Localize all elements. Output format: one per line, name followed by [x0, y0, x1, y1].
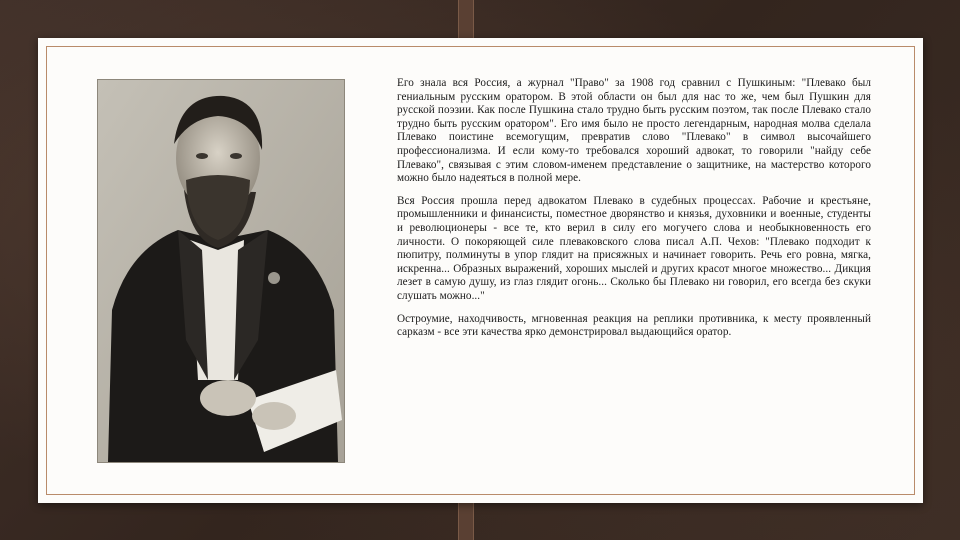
paragraph-2: Вся Россия прошла перед адвокатом Плевако в судебных процессах. Рабочие и крестьяне, промышленники и финансисты, поместное дворянство и князья, духовники и военные, студенты и революционеры - все те, кто верил в силу его могучего слова и необыкновенность его личности. О покоряющей силе плеваковского слова писал А.П. Чехов: "Плевако подходит к пюпитру, полминуты в упор глядит на присяжных и начинает говорить. Речь его ровна, мягка, искренна... Образных выражений, хороших мыслей и других красот многое множество... Дикция лезет в самую душу, из глаз глядит огонь... Сколько бы Плевако ни говорил, его всегда без скуки слушать можно..."	[397, 194, 871, 302]
paragraph-3: Остроумие, находчивость, мгновенная реакция на реплики противника, к месту проявленный сарказм - все эти качества ярко демонстрировал выдающийся оратор.	[397, 312, 871, 339]
article-text	[397, 77, 871, 349]
paragraph-1: Его знала вся Россия, а журнал "Право" за 1908 год сравнил с Пушкиным: "Плевако был гениальным русским оратором. В этой области он был для нас то же, чем был Пушкин для русской поэзии. Как после Пушкина стало трудно быть русским поэтом, так после Плевако стало трудно быть русским оратором". Его имя было не просто легендарным, народная молва сделала Плевако поистине всемогущим, превратив слово "Плевако" в символ высочайшего профессионализма. И если кому-то требовался хороший адвокат, то говорили "найду себе Плевако", связывая с этим словом-именем представление о защитнике, на мастерство которого можно было надеяться в полной мере.	[397, 77, 871, 185]
portrait-photo	[97, 79, 345, 463]
portrait-illustration	[98, 80, 344, 462]
